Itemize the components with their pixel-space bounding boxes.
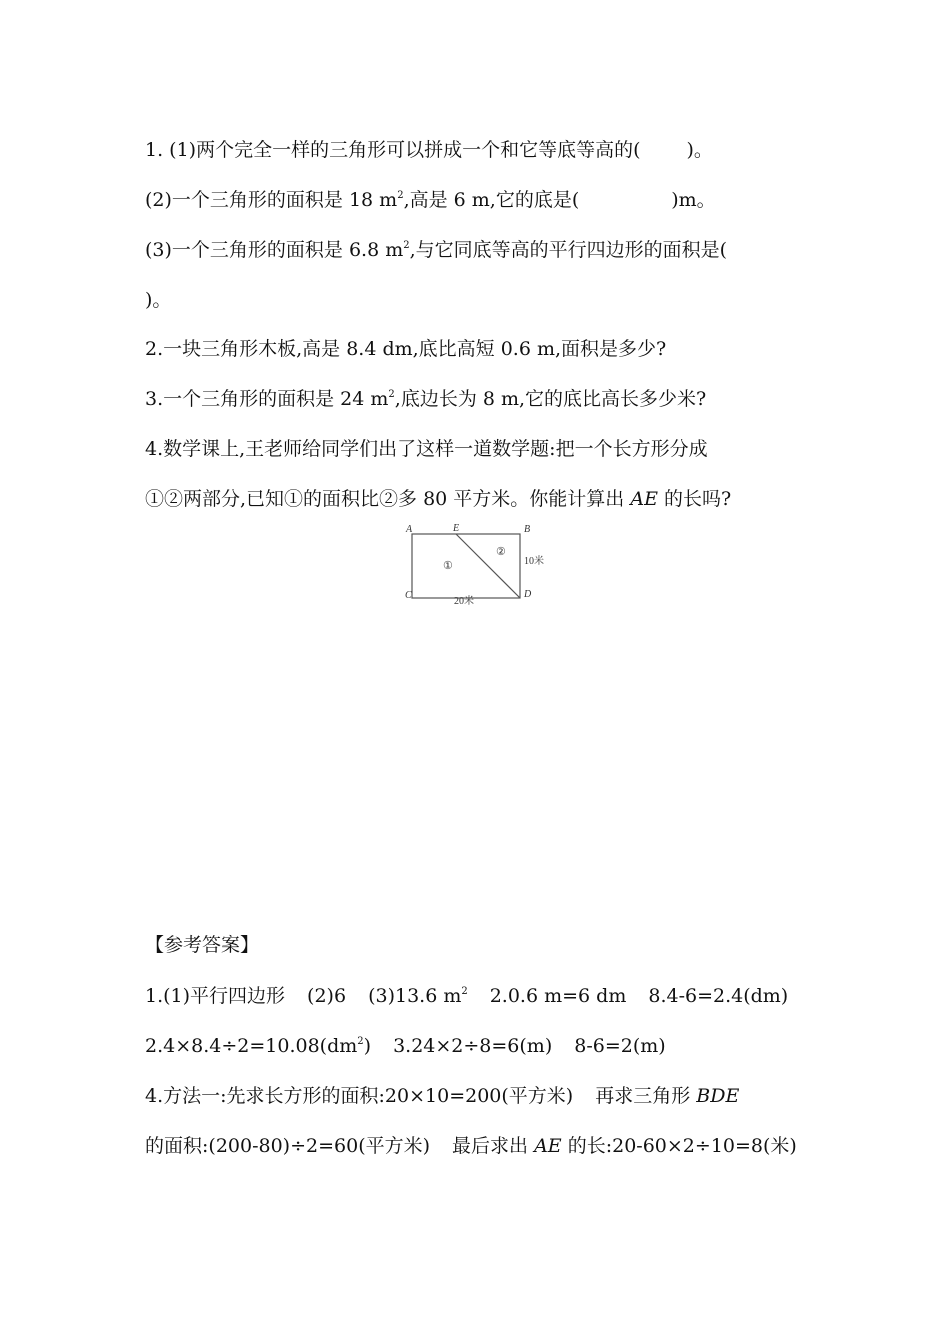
- answer-4-step2-cont: 的面积:(200-80)÷2=60(平方米): [145, 1135, 431, 1157]
- answers-line3: [145, 1083, 739, 1109]
- q3: [145, 386, 706, 412]
- q1-part3: [145, 237, 727, 263]
- answer-1-3: (3)13.6 m: [368, 985, 462, 1007]
- superscript: 2: [461, 986, 468, 997]
- q4-line1: 4.数学课上,王老师给同学们出了这样一道数学题:把一个长方形分成: [145, 438, 708, 460]
- point-c-label: C: [405, 590, 412, 601]
- q4-line2-end: 的长吗?: [657, 488, 732, 510]
- answer-4-step1: 4.方法一:先求长方形的面积:20×10=200(平方米): [145, 1085, 574, 1107]
- width-label: 20米: [454, 596, 474, 607]
- answer-4-step3: 最后求出: [452, 1135, 535, 1157]
- height-label: 10米: [524, 556, 544, 567]
- q1-part1-end: )。: [686, 139, 713, 161]
- segment-ed: [456, 534, 520, 598]
- answer-1-1: 1.(1)平行四边形: [145, 985, 286, 1007]
- q1-part1-text: 1. (1)两个完全一样的三角形可以拼成一个和它等底等高的(: [145, 139, 641, 161]
- triangle-label: BDE: [696, 1085, 740, 1107]
- q1-part2: [145, 187, 716, 213]
- q1-part3-cont: [145, 287, 171, 313]
- answers-heading: 【参考答案】: [145, 934, 260, 956]
- q2: 2.一块三角形木板,高是 8.4 dm,底比高短 0.6 m,面积是多少?: [145, 338, 667, 360]
- q3-text: 3.一个三角形的面积是 24 m: [145, 388, 389, 410]
- answer-4-step2: 再求三角形: [595, 1085, 697, 1107]
- q1-part3-end: )。: [145, 289, 172, 311]
- q4-line2-text: ①②两部分,已知①的面积比②多 80 平方米。你能计算出: [145, 488, 631, 510]
- region-2-label: ②: [496, 546, 506, 558]
- superscript: 2: [388, 389, 395, 400]
- segment-label: AE: [534, 1135, 562, 1157]
- point-a-label: A: [406, 524, 413, 535]
- answer-1-2: (2)6: [307, 985, 347, 1007]
- q1-part2-mid: ,高是 6 m,它的底是(: [403, 189, 580, 211]
- rectangle-figure: [398, 518, 558, 610]
- answers-line4: [145, 1133, 797, 1159]
- answers-line2: [145, 1033, 666, 1059]
- q1-part1: [145, 137, 713, 163]
- region-1-label: ①: [443, 560, 453, 572]
- superscript: 2: [357, 1036, 364, 1047]
- q4-line2: [145, 486, 731, 512]
- point-d-label: D: [524, 589, 532, 600]
- answer-2-step3: 2.4×8.4÷2=10.08(dm: [145, 1035, 358, 1057]
- answer-2-step2: 8.4-6=2.4(dm): [648, 985, 789, 1007]
- answer-3-step2: 8-6=2(m): [574, 1035, 666, 1057]
- point-b-label: B: [524, 524, 531, 535]
- q1-part3-mid: ,与它同底等高的平行四边形的面积是(: [409, 239, 728, 261]
- q1-part3-text: (3)一个三角形的面积是 6.8 m: [145, 239, 404, 261]
- answers-line1: [145, 983, 788, 1009]
- segment-label: AE: [630, 488, 658, 510]
- answer-2-step1: 2.0.6 m=6 dm: [489, 985, 627, 1007]
- answer-3-step1: 3.24×2÷8=6(m): [393, 1035, 553, 1057]
- superscript: 2: [403, 240, 410, 251]
- q3-end: ,底边长为 8 m,它的底比高长多少米?: [394, 388, 707, 410]
- point-e-label: E: [453, 523, 460, 534]
- answer-2-step3-close: ): [363, 1035, 372, 1057]
- q1-part2-text: (2)一个三角形的面积是 18 m: [145, 189, 398, 211]
- answer-4-step3-cont: 的长:20-60×2÷10=8(米): [561, 1135, 797, 1157]
- q1-part2-end: )m。: [671, 189, 716, 211]
- superscript: 2: [397, 190, 404, 201]
